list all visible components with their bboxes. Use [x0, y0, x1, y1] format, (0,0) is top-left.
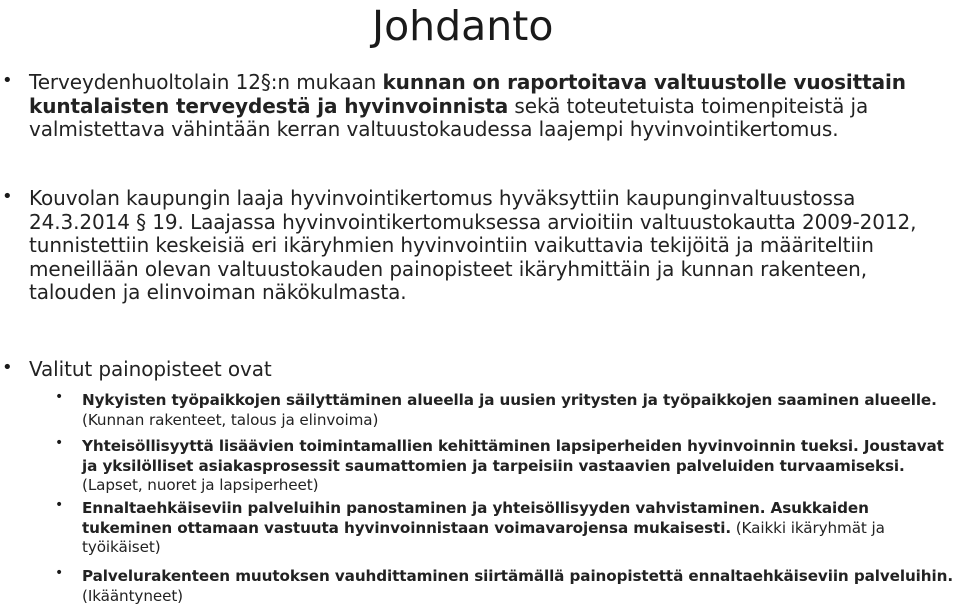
bullet-1-bold: kunnan on raportoitava valtuustolle vuosittain kuntalaisten terveydestä ja hyvinvoinnista [29, 70, 906, 118]
sub-bullet-4-bold: Palvelurakenteen muutoksen vauhdittaminen siirtämällä painopistettä ennaltaehkäiseviin palveluihin. [82, 567, 953, 585]
slide-title: Johdanto [372, 2, 554, 50]
bullet-dot-icon: • [2, 186, 13, 207]
sub-bullet-1-bold: Nykyisten työpaikkojen säilyttäminen alueella ja uusien yritysten ja työpaikkojen saaminen alueelle. [82, 391, 937, 409]
sub-bullet-dot-icon: • [55, 389, 64, 405]
sub-bullet-text-3 [82, 499, 954, 558]
sub-bullet-text-1 [82, 391, 954, 430]
sub-bullet-3-plain: (Kaikki ikäryhmät ja työikäiset) [82, 518, 885, 556]
sub-bullet-dot-icon: • [55, 565, 64, 581]
bullet-dot-icon: • [2, 70, 13, 91]
sub-bullet-3-bold: Ennaltaehkäiseviin palveluihin panostaminen ja yhteisöllisyyden vahvistaminen. Asukkaiden tukeminen ottamaan vastuuta hyvinvoinnistaan voimavarojensa mukaisesti. [82, 499, 869, 537]
sub-bullet-dot-icon: • [55, 497, 64, 513]
sub-bullet-4-plain: (Ikääntyneet) [82, 586, 184, 605]
bullet-1-plain-end: sekä toteutetuista toimenpiteistä ja valmistettava vähintään kerran valtuustokaudessa laajempi hyvinvointikertomus. [29, 93, 869, 141]
sub-bullet-text-2 [82, 437, 954, 496]
sub-bullet-2-bold: Yhteisöllisyyttä lisäävien toimintamallien kehittäminen lapsiperheiden hyvinvoinnin tueksi. Joustavat ja yksilölliset asiakasprosessit saumattomien ja tarpeisiin vastaavien palveluiden turvaamiseksi. [82, 437, 944, 475]
sub-bullet-2-plain: (Lapset, nuoret ja lapsiperheet) [82, 476, 319, 494]
sub-bullet-dot-icon: • [55, 435, 64, 451]
bullet-text-1 [29, 71, 955, 142]
bullet-text-3: Valitut painopisteet ovat [29, 357, 272, 381]
bullet-1-plain-start: Terveydenhuoltolain 12§:n mukaan [29, 70, 383, 94]
bullet-dot-icon: • [2, 357, 13, 378]
sub-bullet-text-4 [82, 567, 954, 606]
sub-bullet-1-plain: (Kunnan rakenteet, talous ja elinvoima) [82, 410, 379, 429]
bullet-text-2: Kouvolan kaupungin laaja hyvinvointikertomus hyväksyttiin kaupunginvaltuustossa 24.3.2014 § 19. Laajassa hyvinvointikertomuksessa arvioitiin valtuustokautta 2009-2012, tunnistettiin keskeisiä eri ikäryhmien hyvinvointiin vaikuttavia tekijöitä ja määriteltiin meneillään olevan valtuustokauden painopisteet ikäryhmittäin ja kunnan rakenteen, talouden ja elinvoiman näkökulmasta. [29, 186, 917, 304]
